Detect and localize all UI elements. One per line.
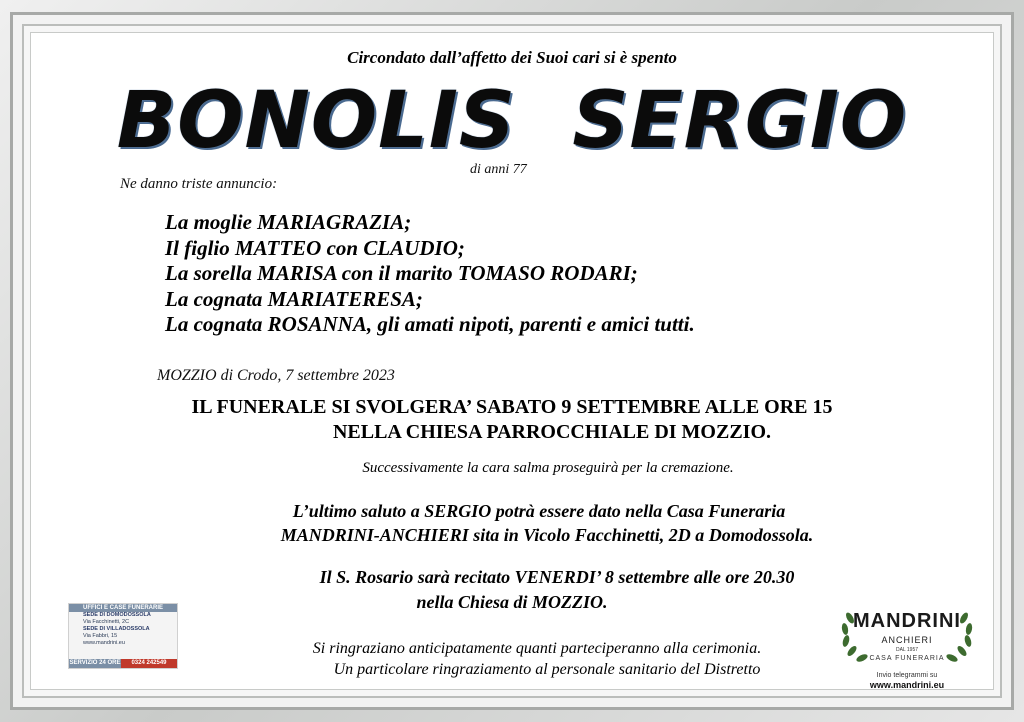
deceased-name xyxy=(0,76,1024,166)
intro-text: Circondato dall’affetto dei Suoi cari si è spento xyxy=(347,48,677,67)
farewell-line-1: L’ultimo saluto a SERGIO potrà essere dato nella Casa Funeraria xyxy=(292,501,786,521)
office-name: SEDE DI DOMODOSSOLA xyxy=(83,612,151,618)
cremation-text: Successivamente la cara salma proseguirà per la cremazione. xyxy=(362,460,734,476)
place-date: MOZZIO di Crodo, 7 settembre 2023 xyxy=(157,367,395,384)
farewell-line-2: MANDRINI-ANCHIERI sita in Vicolo Facchinetti, 2D a Domodossola. xyxy=(280,525,814,545)
mandrini-logo xyxy=(836,598,978,694)
family-line: La sorella MARISA con il marito TOMASO RODARI; xyxy=(165,261,638,285)
rosary-line-1: Il S. Rosario sarà recitato VENERDI’ 8 settembre alle ore 20.30 xyxy=(319,567,795,587)
brand-website: www.mandrini.eu xyxy=(869,680,945,690)
funeral-line-2: NELLA CHIESA PARROCCHIALE DI MOZZIO. xyxy=(332,421,772,443)
contact-website: www.mandrini.eu xyxy=(83,640,125,646)
family-line: Il figlio MATTEO con CLAUDIO; xyxy=(165,235,465,260)
announce-text: Ne danno triste annuncio: xyxy=(120,176,278,192)
family-line: La moglie MARIAGRAZIA; xyxy=(165,210,412,234)
service-label: SERVIZIO 24 ORE xyxy=(69,660,121,666)
first-name: SERGIO xyxy=(572,76,908,166)
brand-since: DAL 1957 xyxy=(895,647,919,653)
funeral-line-1: IL FUNERALE SI SVOLGERA’ SABATO 9 SETTEMBRE ALLE ORE 15 xyxy=(191,396,833,418)
telegram-invite: Invio telegrammi su xyxy=(876,672,938,679)
funeral-home-contact-card xyxy=(68,603,178,669)
family-line: La cognata ROSANNA, gli amati nipoti, parenti e amici tutti. xyxy=(165,312,695,336)
brand-sub: ANCHIERI xyxy=(881,635,933,645)
age-text: di anni 77 xyxy=(470,162,527,177)
office-name: SEDE DI VILLADOSSOLA xyxy=(83,626,150,632)
rosary-line-2: nella Chiesa di MOZZIO. xyxy=(416,592,608,612)
family-line: La cognata MARIATERESA; xyxy=(165,286,423,311)
phone-number: 0324 242549 xyxy=(121,659,177,668)
office-address: Via Fabbri, 15 xyxy=(83,633,118,639)
thanks-line-1: Si ringraziano anticipatamente quanti parteciperanno alla cerimonia. xyxy=(312,640,762,657)
surname: BONOLIS xyxy=(116,76,517,166)
family-list xyxy=(165,210,695,338)
thanks-line-2: Un particolare ringraziamento al personale sanitario del Distretto xyxy=(333,661,761,678)
brand-name: MANDRINI xyxy=(853,610,961,632)
office-address: Via Facchinetti, 2C xyxy=(83,619,130,625)
contact-header: UFFICI E CASE FUNERARIE xyxy=(69,604,177,612)
brand-type: CASA FUNERARIA xyxy=(869,655,945,662)
